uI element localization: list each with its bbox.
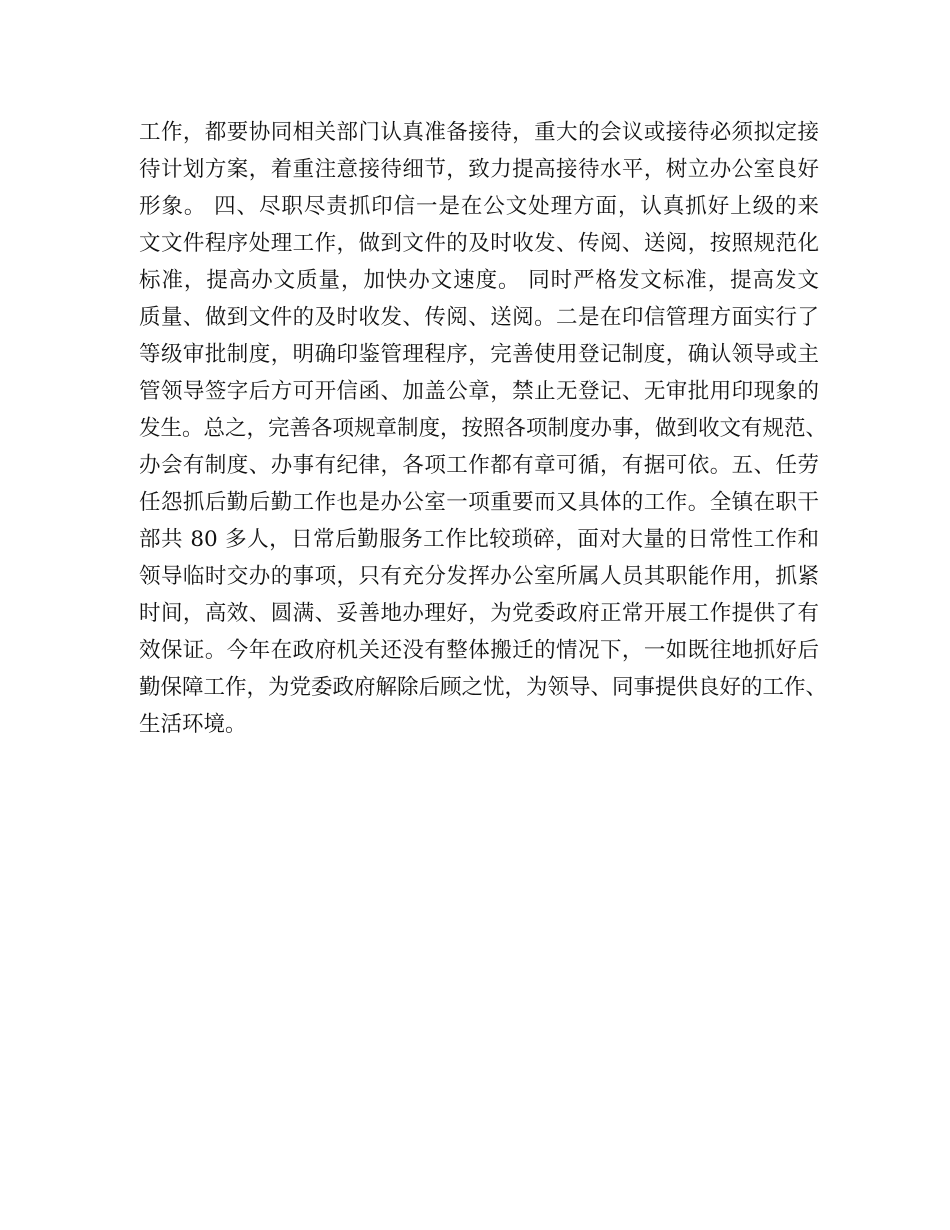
text-line: 办会有制度、办事有纪律，各项工作都有章可循，有据可依。五、任劳	[139, 453, 819, 478]
text-line: 任怨抓后勤后勤工作也是办公室一项重要而又具体的工作。全镇在职干	[139, 490, 819, 515]
text-line: 效保证。今年在政府机关还没有整体搬迁的情况下，一如既往地抓好后	[139, 638, 819, 663]
body-paragraph	[139, 114, 828, 743]
text-line: 管领导签字后方可开信函、加盖公章，禁止无登记、无审批用印现象的	[139, 379, 819, 404]
text-line: 生活环境。	[139, 712, 247, 737]
text-line: 等级审批制度，明确印鉴管理程序，完善使用登记制度，确认领导或主	[139, 342, 819, 367]
text-line: 勤保障工作，为党委政府解除后顾之忧，为领导、同事提供良好的工作、	[139, 675, 828, 700]
text-line: 质量、做到文件的及时收发、传阅、送阅。二是在印信管理方面实行了	[139, 305, 819, 330]
text-line: 工作，都要协同相关部门认真准备接待，重大的会议或接待必须拟定接	[139, 120, 819, 145]
text-line: 形象。 四、尽职尽责抓印信一是在公文处理方面，认真抓好上级的来	[139, 194, 819, 219]
text-line: 领导临时交办的事项，只有充分发挥办公室所属人员其职能作用，抓紧	[139, 564, 819, 589]
text-line: 待计划方案，着重注意接待细节，致力提高接待水平，树立办公室良好	[139, 157, 819, 182]
text-line: 时间，高效、圆满、妥善地办理好，为党委政府正常开展工作提供了有	[139, 601, 819, 626]
text-line: 发生。总之，完善各项规章制度，按照各项制度办事，做到收文有规范、	[139, 416, 828, 441]
text-line: 部共 80 多人，日常后勤服务工作比较琐碎，面对大量的日常性工作和	[139, 527, 819, 552]
text-line: 标准，提高办文质量，加快办文速度。 同时严格发文标准，提高发文	[139, 268, 819, 293]
text-line: 文文件程序处理工作，做到文件的及时收发、传阅、送阅，按照规范化	[139, 231, 819, 256]
